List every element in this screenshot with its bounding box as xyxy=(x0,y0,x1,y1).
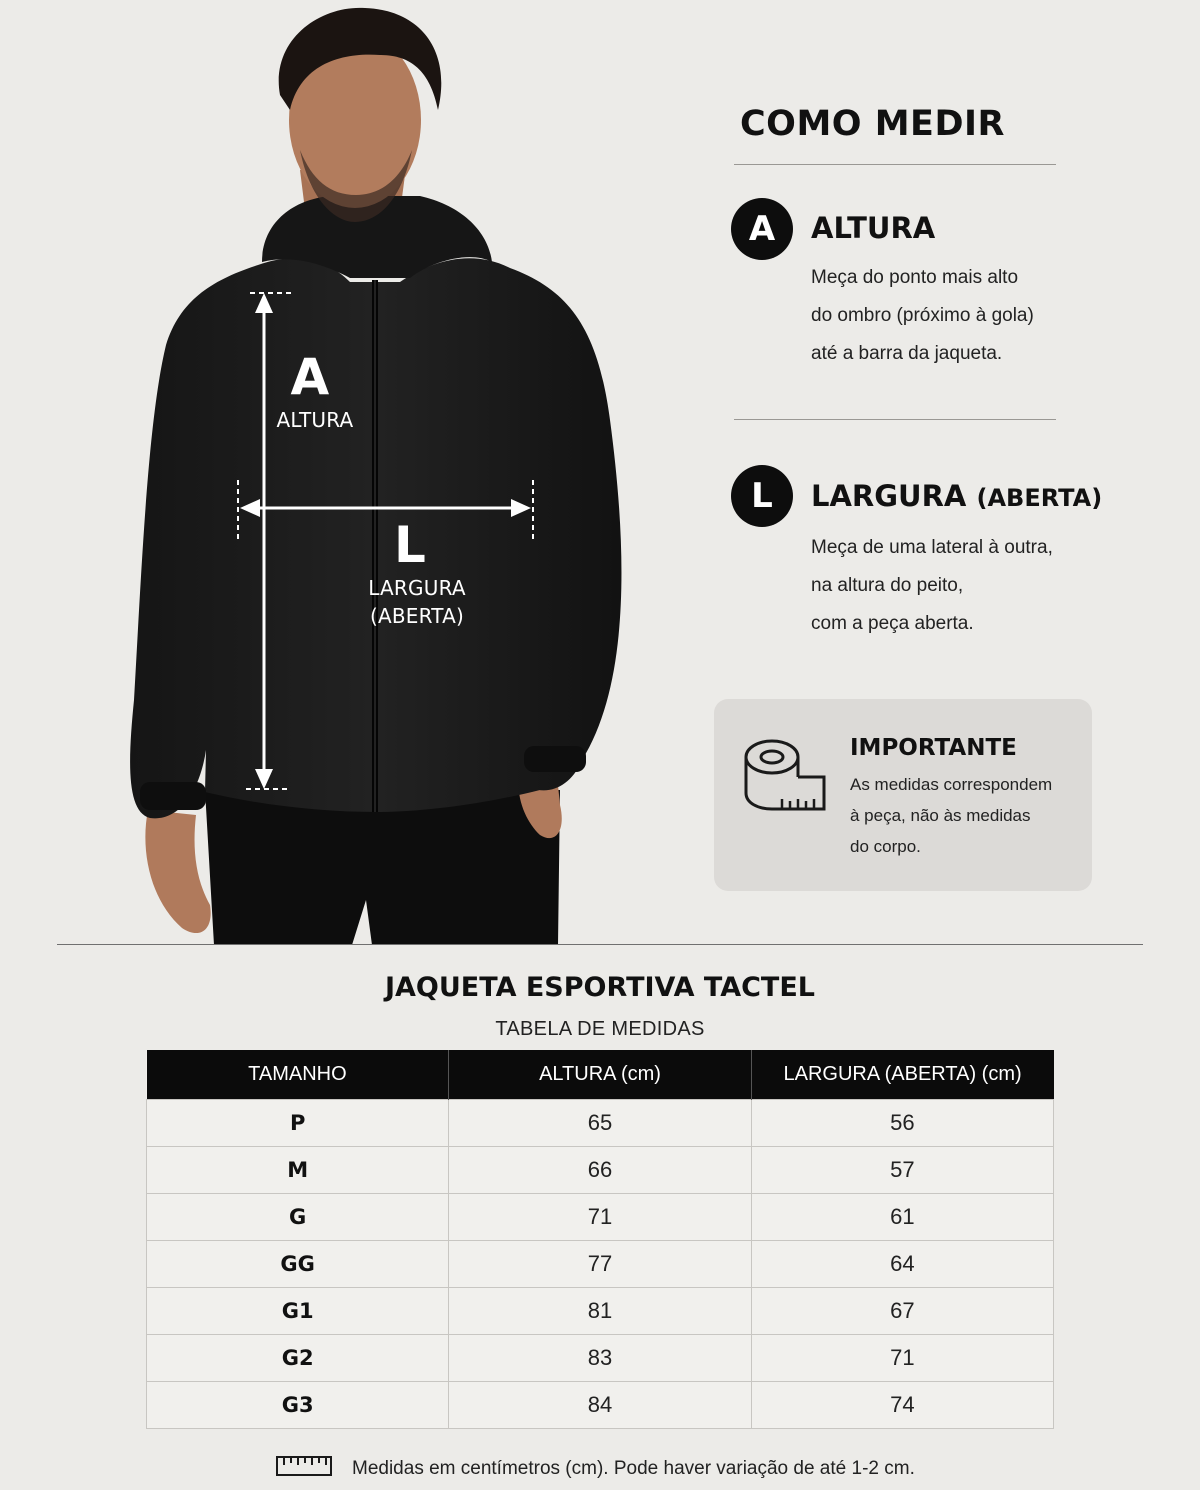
height-cell: 84 xyxy=(449,1382,751,1429)
figure-height-letter: A xyxy=(290,348,330,406)
important-line: As medidas correspondem xyxy=(850,775,1053,794)
width-description xyxy=(811,529,1053,643)
title-divider xyxy=(734,164,1056,165)
table-row xyxy=(147,1335,1054,1382)
size-cell: G3 xyxy=(147,1382,449,1429)
table-subtitle: TABELA DE MEDIDAS xyxy=(495,1018,705,1040)
table-row xyxy=(147,1382,1054,1429)
size-cell: G xyxy=(147,1194,449,1241)
jacket-model-image xyxy=(0,0,700,945)
section-divider xyxy=(734,419,1056,420)
figure-height-label: ALTURA xyxy=(276,408,354,432)
size-cell: G1 xyxy=(147,1288,449,1335)
size-cell: GG xyxy=(147,1241,449,1288)
table-header-row xyxy=(147,1050,1054,1100)
measuring-tape-icon xyxy=(744,737,828,818)
figure-width-label-line2: (ABERTA) xyxy=(369,604,465,628)
header-size: TAMANHO xyxy=(147,1050,449,1100)
table-row xyxy=(147,1147,1054,1194)
figure-width-label-line1: LARGURA xyxy=(368,576,466,600)
model-illustration xyxy=(0,0,700,945)
footnote-text: Medidas em centímetros (cm). Pode haver variação de até 1-2 cm. xyxy=(352,1458,915,1479)
figure-width-letter: L xyxy=(393,516,427,574)
height-cell: 81 xyxy=(449,1288,751,1335)
table-title: JAQUETA ESPORTIVA TACTEL xyxy=(384,972,815,1003)
important-line: à peça, não às medidas xyxy=(850,806,1031,825)
height-desc-line: até a barra da jaqueta. xyxy=(811,343,1003,364)
important-note xyxy=(714,699,1092,891)
height-title: ALTURA xyxy=(811,211,936,245)
ruler-icon xyxy=(276,1455,332,1483)
important-title: IMPORTANTE xyxy=(850,735,1017,761)
height-cell: 71 xyxy=(449,1194,751,1241)
header-width: LARGURA (ABERTA) (cm) xyxy=(751,1050,1053,1100)
how-to-measure-title: COMO MEDIR xyxy=(740,104,1005,144)
size-cell: G2 xyxy=(147,1335,449,1382)
important-text xyxy=(850,769,1052,862)
height-description xyxy=(811,259,1034,373)
width-cell: 67 xyxy=(751,1288,1053,1335)
section-divider-line xyxy=(57,944,1143,945)
width-cell: 61 xyxy=(751,1194,1053,1241)
height-desc-line: Meça do ponto mais alto xyxy=(811,267,1019,288)
height-badge: A xyxy=(731,198,793,260)
table-row xyxy=(147,1100,1054,1147)
height-cell: 65 xyxy=(449,1100,751,1147)
width-title-sub: (ABERTA) xyxy=(976,484,1103,512)
table-row xyxy=(147,1241,1054,1288)
width-desc-line: com a peça aberta. xyxy=(811,613,974,634)
width-cell: 71 xyxy=(751,1335,1053,1382)
width-cell: 57 xyxy=(751,1147,1053,1194)
important-line: do corpo. xyxy=(850,837,921,856)
table-row xyxy=(147,1288,1054,1335)
width-desc-line: na altura do peito, xyxy=(811,575,964,596)
size-table xyxy=(146,1050,1054,1429)
width-cell: 64 xyxy=(751,1241,1053,1288)
table-row xyxy=(147,1194,1054,1241)
height-desc-line: do ombro (próximo à gola) xyxy=(811,305,1034,326)
width-title-main: LARGURA xyxy=(811,479,967,513)
header-height: ALTURA (cm) xyxy=(449,1050,751,1100)
width-title xyxy=(811,479,1102,513)
height-cell: 77 xyxy=(449,1241,751,1288)
height-cell: 83 xyxy=(449,1335,751,1382)
size-cell: P xyxy=(147,1100,449,1147)
size-cell: M xyxy=(147,1147,449,1194)
width-cell: 56 xyxy=(751,1100,1053,1147)
width-cell: 74 xyxy=(751,1382,1053,1429)
width-badge: L xyxy=(731,465,793,527)
footnote xyxy=(276,1455,915,1483)
height-cell: 66 xyxy=(449,1147,751,1194)
width-desc-line: Meça de uma lateral à outra, xyxy=(811,537,1053,558)
